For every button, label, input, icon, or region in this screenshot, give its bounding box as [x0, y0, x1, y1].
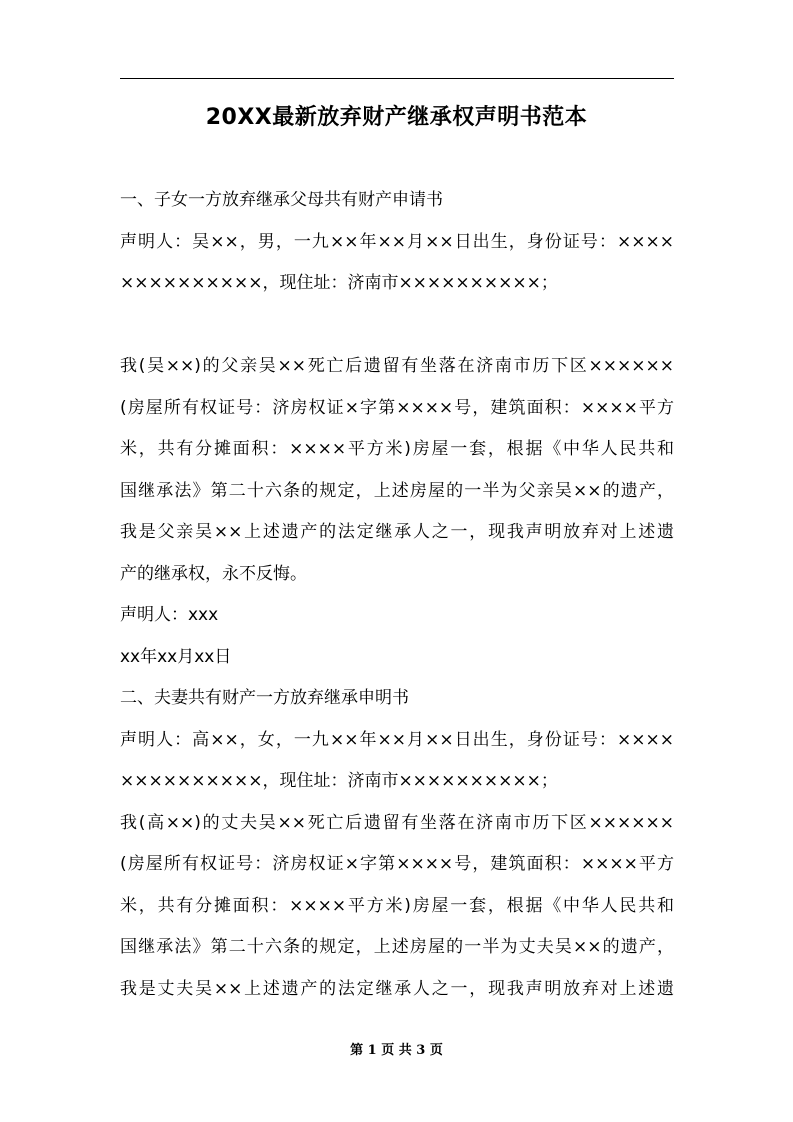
header-rule	[120, 78, 674, 79]
date-line: xx年xx月xx日	[120, 646, 232, 667]
paragraph-line: (房屋所有权证号：济房权证×字第××××号，建筑面积：××××平方	[120, 397, 674, 418]
signature-line: 声明人：xxx	[120, 605, 219, 625]
paragraph-line: 我是丈夫吴××上述遗产的法定继承人之一，现我声明放弃对上述遗	[120, 978, 674, 999]
blank-line	[120, 305, 674, 347]
paragraph-line: ××××××××××，现住址：济南市××××××××××；	[120, 273, 558, 293]
paragraph-line: 国继承法》第二十六条的规定，上述房屋的一半为父亲吴××的遗产，	[120, 480, 674, 501]
paragraph-line: (房屋所有权证号：济房权证×字第××××号，建筑面积：××××平方	[120, 854, 674, 874]
paragraph-line: 声明人：高××，女，一九××年××月××日出生，身份证号：××××	[120, 729, 674, 750]
page-number: 第 1 页 共 3 页	[350, 1043, 443, 1058]
section-heading: 二、夫妻共有财产一方放弃继承申明书	[120, 688, 409, 708]
document-title: 20XX最新放弃财产继承权声明书范本	[205, 105, 588, 130]
document-body	[120, 180, 674, 1010]
paragraph-line: 米，共有分摊面积：××××平方米)房屋一套，根据《中华人民共和	[120, 439, 674, 459]
paragraph-line: 我(高××)的丈夫吴××死亡后遗留有坐落在济南市历下区××××××	[120, 812, 674, 833]
paragraph-line: ××××××××××，现住址：济南市××××××××××；	[120, 771, 558, 791]
paragraph-line: 声明人：吴××，男，一九××年××月××日出生，身份证号：××××	[120, 231, 674, 252]
paragraph-line: 我是父亲吴××上述遗产的法定继承人之一，现我声明放弃对上述遗	[120, 522, 674, 542]
paragraph-line: 我(吴××)的父亲吴××死亡后遗留有坐落在济南市历下区××××××	[120, 356, 674, 376]
paragraph-line: 产的继承权，永不反悔。	[120, 563, 307, 584]
paragraph-line: 国继承法》第二十六条的规定，上述房屋的一半为丈夫吴××的遗产，	[120, 937, 674, 957]
paragraph-line: 米，共有分摊面积：××××平方米)房屋一套，根据《中华人民共和	[120, 895, 674, 916]
section-heading: 一、子女一方放弃继承父母共有财产申请书	[120, 190, 443, 210]
